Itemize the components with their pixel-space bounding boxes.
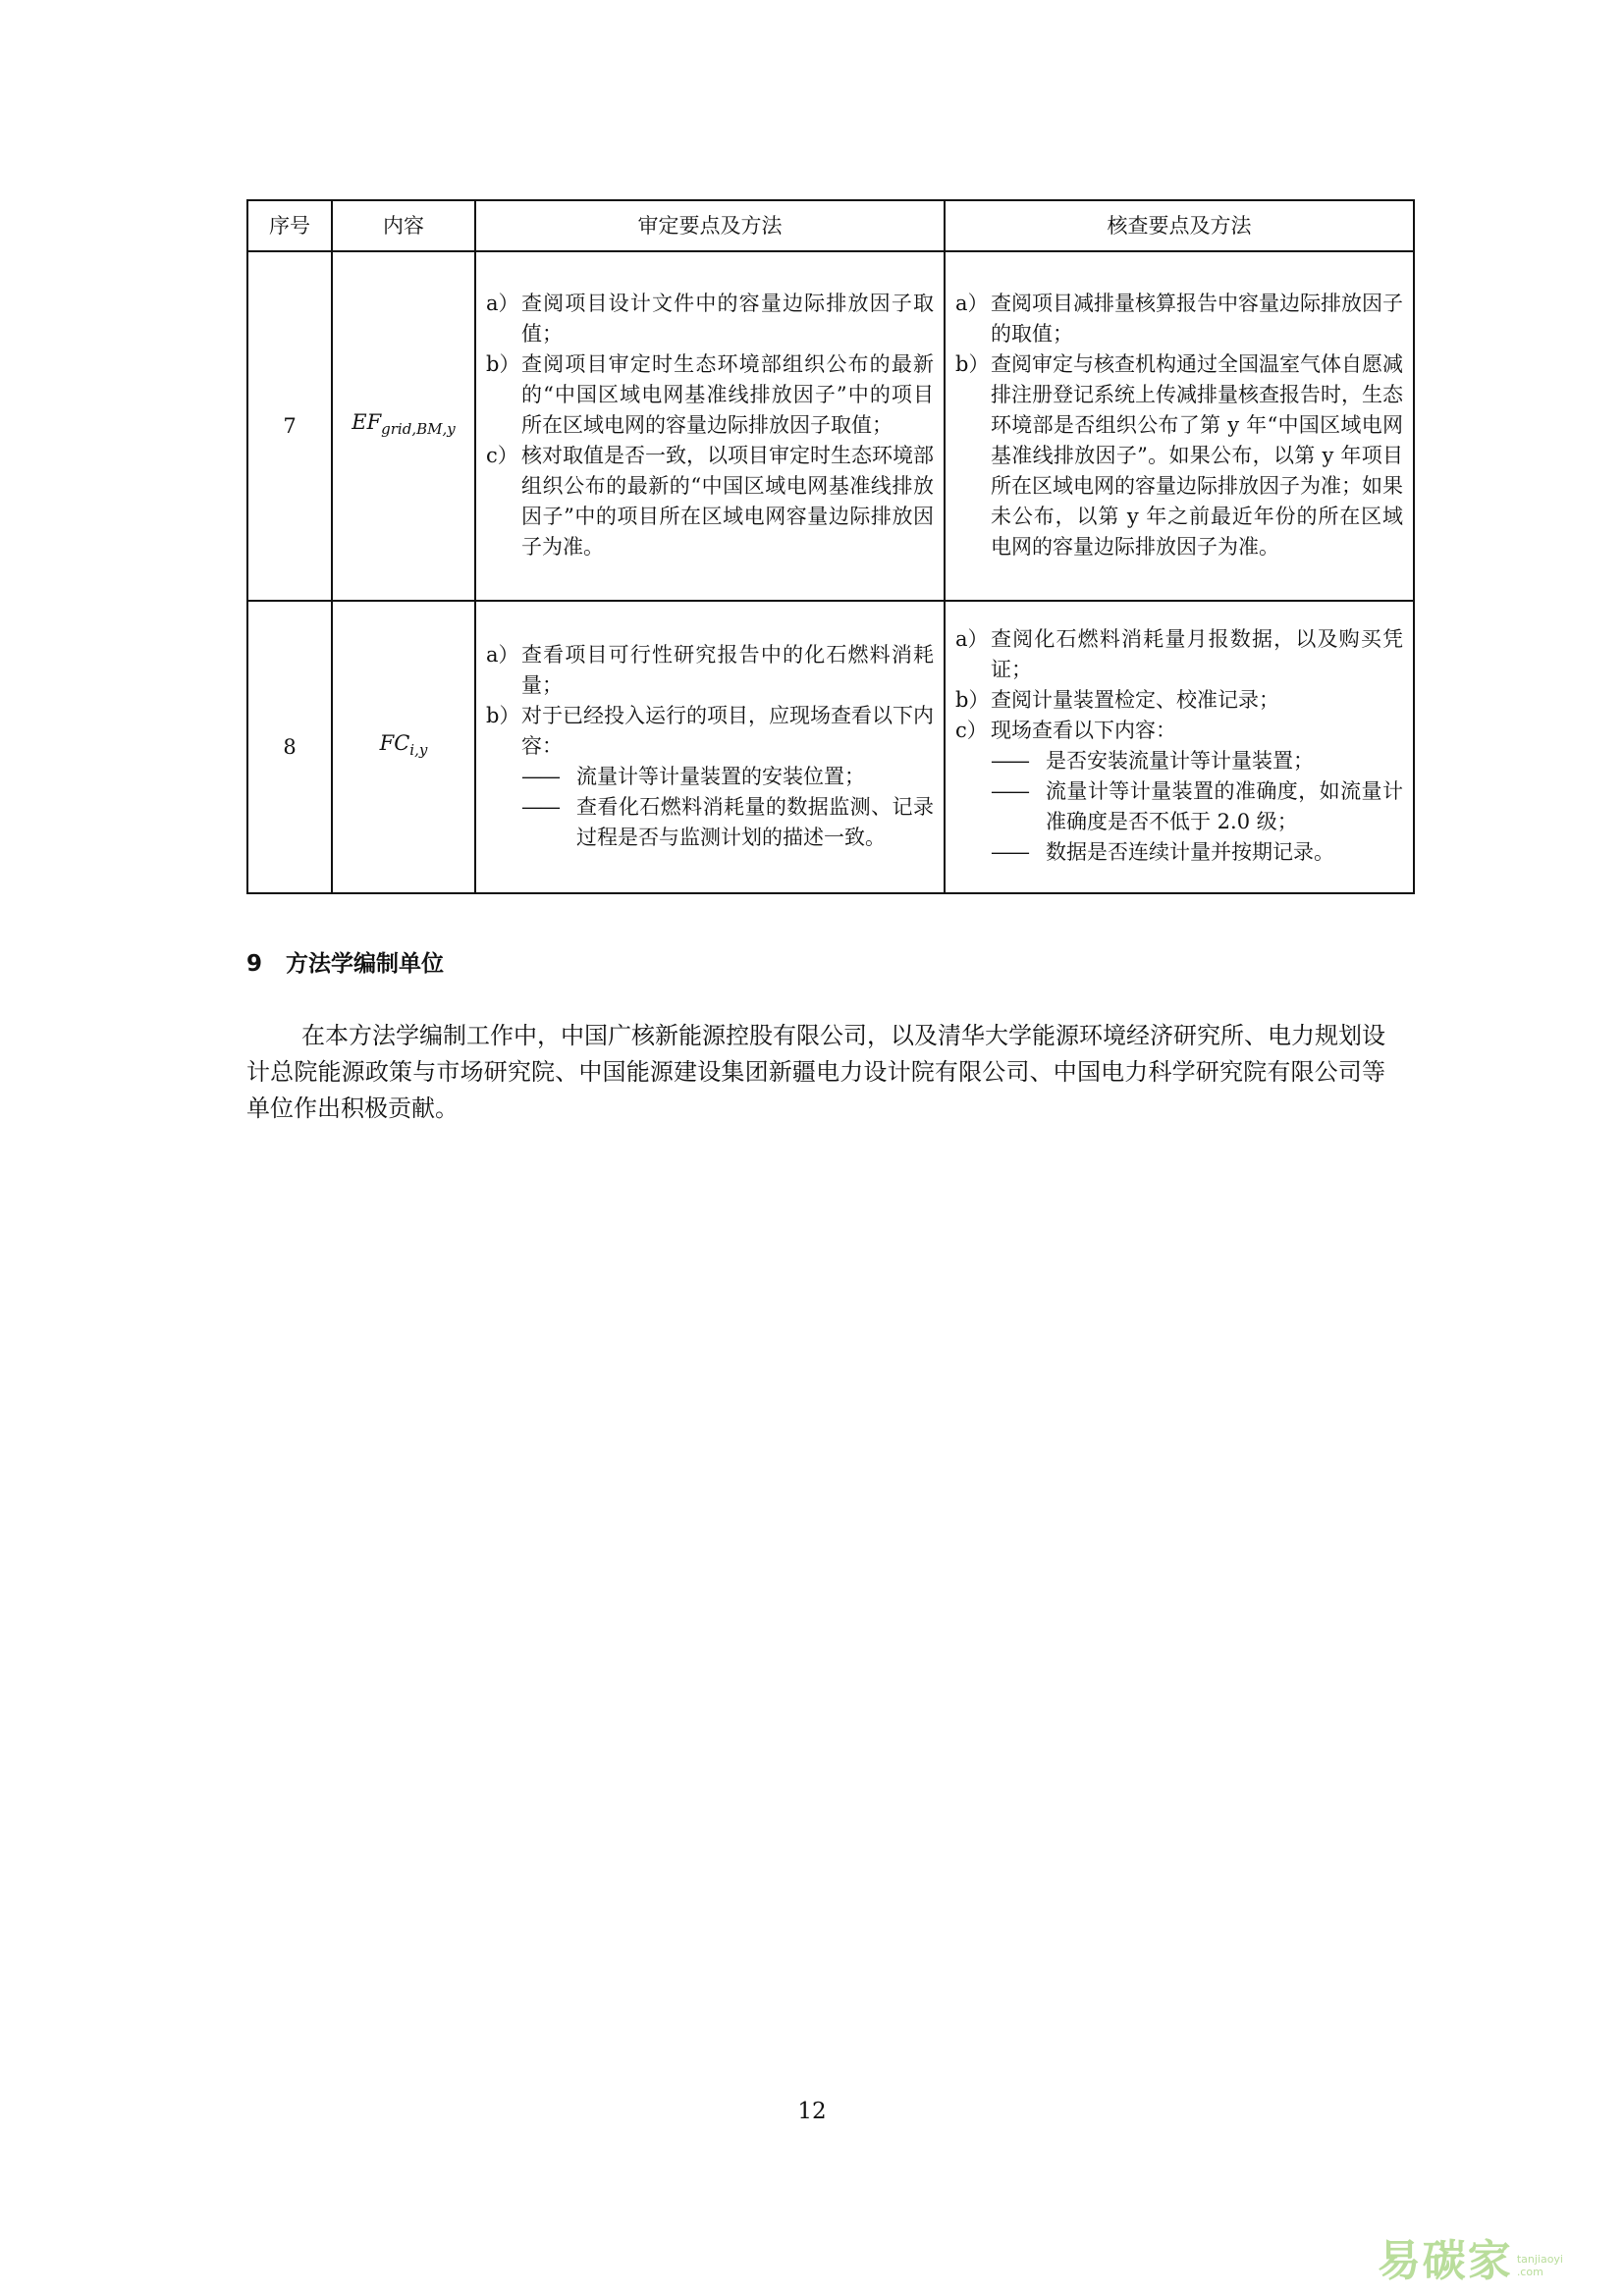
item-text: 查阅计量装置检定、校准记录； bbox=[991, 688, 1279, 712]
sub-item-text: 数据是否连续计量并按期记录。 bbox=[1046, 840, 1334, 864]
list-item bbox=[955, 685, 1403, 716]
verify-cell bbox=[945, 601, 1414, 893]
watermark-logo bbox=[1378, 2225, 1563, 2288]
list-item bbox=[486, 701, 934, 762]
item-label: b） bbox=[955, 688, 990, 712]
review-cell bbox=[475, 251, 945, 601]
section-heading bbox=[246, 945, 444, 978]
item-text: 查阅审定与核查机构通过全国温室气体自愿减排注册登记系统上传减排量核查报告时，生态环境部是否组织公布了第 y 年“中国区域电网基准线排放因子”。如果公布，以第 y 年项目所在区域电网的容量边际排放因子为准；如果未公布，以第 y 年之前最近年份的所在区域电网的容量边际排放因子为准。 bbox=[991, 351, 1403, 559]
dash-marker: —— bbox=[521, 794, 559, 819]
header-serial-number: 序号 bbox=[247, 200, 332, 251]
dash-marker: —— bbox=[521, 764, 559, 788]
list-item bbox=[486, 441, 934, 562]
sub-item-text: 流量计等计量装置的准确度，如流量计准确度是否不低于 2.0 级； bbox=[1046, 779, 1403, 833]
watermark-domain-tld: .com bbox=[1516, 2266, 1543, 2278]
parameter-subscript: grid,BM,y bbox=[381, 420, 456, 439]
dash-marker: —— bbox=[991, 749, 1028, 773]
dash-marker: —— bbox=[991, 840, 1028, 864]
header-verification-points: 核查要点及方法 bbox=[945, 200, 1414, 251]
sub-item bbox=[486, 792, 934, 853]
table-row bbox=[247, 251, 1414, 601]
item-label: c） bbox=[486, 443, 518, 467]
dash-marker: —— bbox=[991, 779, 1028, 803]
section-paragraph: 在本方法学编制工作中，中国广核新能源控股有限公司，以及清华大学能源环境经济研究所、电力规划设计总院能源政策与市场研究院、中国能源建设集团新疆电力设计院有限公司、中国电力科学研究院有限公司等单位作出积极贡献。 bbox=[246, 1022, 1385, 1122]
review-cell bbox=[475, 601, 945, 893]
item-label: b） bbox=[955, 351, 990, 376]
row-number: 8 bbox=[247, 601, 332, 893]
list-item bbox=[955, 289, 1403, 349]
parameter-symbol: FC bbox=[379, 730, 410, 755]
section-number: 9 bbox=[246, 951, 263, 977]
item-text: 查阅化石燃料消耗量月报数据，以及购买凭证； bbox=[991, 627, 1403, 681]
item-label: b） bbox=[486, 703, 520, 727]
list-item bbox=[955, 349, 1403, 562]
list-item bbox=[955, 624, 1403, 685]
page-number: 12 bbox=[797, 2099, 827, 2124]
section-title: 方法学编制单位 bbox=[286, 951, 445, 977]
sub-item-text: 流量计等计量装置的安装位置； bbox=[576, 764, 865, 788]
table-header-row bbox=[247, 200, 1414, 251]
item-text: 查阅项目减排量核算报告中容量边际排放因子的取值； bbox=[991, 291, 1403, 346]
row-parameter bbox=[332, 601, 475, 893]
item-text: 查阅项目设计文件中的容量边际排放因子取值； bbox=[521, 291, 934, 346]
sub-item-text: 查看化石燃料消耗量的数据监测、记录过程是否与监测计划的描述一致。 bbox=[576, 794, 934, 849]
sub-item-text: 是否安装流量计等计量装置； bbox=[1046, 749, 1314, 773]
list-item bbox=[486, 349, 934, 441]
item-text: 查阅项目审定时生态环境部组织公布的最新的“中国区域电网基准线排放因子”中的项目所在区域电网的容量边际排放因子取值； bbox=[521, 351, 934, 437]
watermark-domain bbox=[1517, 2253, 1563, 2278]
table-row bbox=[247, 601, 1414, 893]
list-item bbox=[486, 289, 934, 349]
watermark-text: 易碳家 bbox=[1377, 2236, 1513, 2286]
row-number: 7 bbox=[247, 251, 332, 601]
verify-cell bbox=[945, 251, 1414, 601]
watermark-domain-name: tanjiaoyi bbox=[1516, 2253, 1563, 2266]
sub-item bbox=[486, 762, 934, 792]
item-label: c） bbox=[955, 719, 988, 742]
item-text: 查看项目可行性研究报告中的化石燃料消耗量； bbox=[521, 642, 934, 697]
review-verification-table bbox=[246, 199, 1415, 894]
item-label: a） bbox=[955, 291, 989, 315]
parameter-symbol: EF bbox=[352, 409, 382, 434]
sub-item bbox=[955, 837, 1403, 868]
sub-item bbox=[955, 776, 1403, 837]
header-review-points: 审定要点及方法 bbox=[475, 200, 945, 251]
item-label: a） bbox=[955, 627, 989, 651]
list-item bbox=[486, 640, 934, 701]
item-text: 核对取值是否一致，以项目审定时生态环境部组织公布的最新的“中国区域电网基准线排放因子”中的项目所在区域电网容量边际排放因子为准。 bbox=[521, 443, 934, 559]
item-label: b） bbox=[486, 351, 520, 376]
item-label: a） bbox=[486, 291, 519, 315]
item-text: 对于已经投入运行的项目，应现场查看以下内容： bbox=[521, 703, 934, 758]
list-item bbox=[955, 716, 1403, 746]
sub-item bbox=[955, 746, 1403, 776]
item-label: a） bbox=[486, 642, 519, 667]
parameter-subscript: i,y bbox=[409, 741, 428, 760]
header-content: 内容 bbox=[332, 200, 475, 251]
item-text: 现场查看以下内容： bbox=[991, 719, 1176, 742]
row-parameter bbox=[332, 251, 475, 601]
